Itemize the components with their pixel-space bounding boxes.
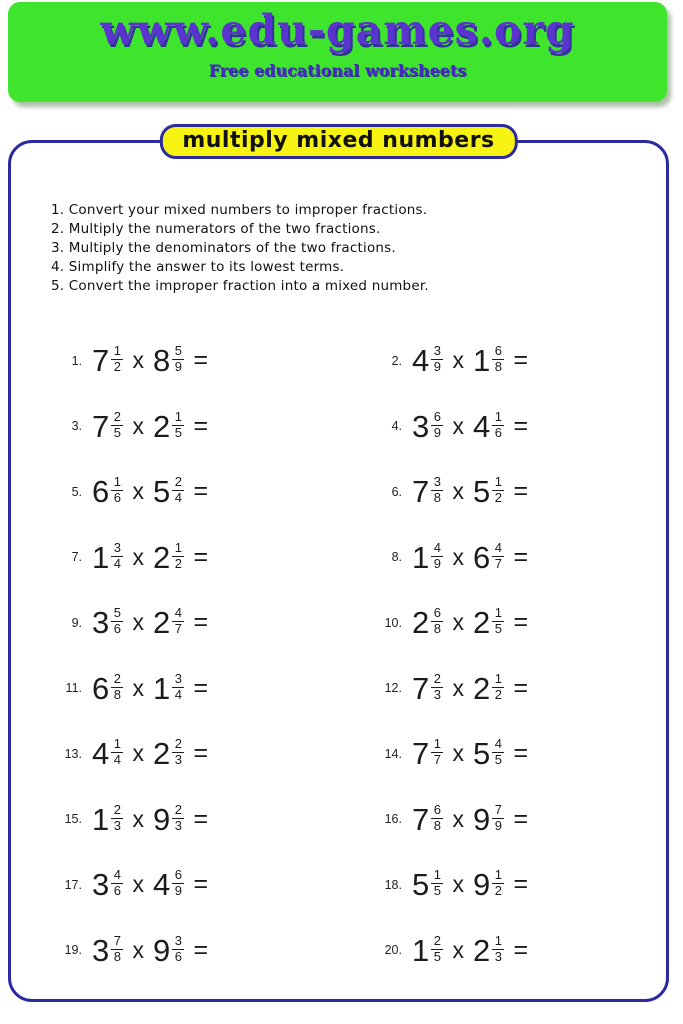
fraction-1-numerator: 4 (111, 868, 123, 884)
problem-item (376, 328, 656, 394)
mixed-number-2-fraction (172, 410, 184, 441)
problem-item (56, 852, 336, 918)
fraction-2-numerator: 2 (172, 475, 184, 491)
fraction-1-numerator: 2 (111, 410, 123, 426)
problem-expression (92, 670, 209, 706)
problem-item (376, 918, 656, 984)
fraction-1-denominator: 9 (433, 359, 441, 375)
mixed-number-1-whole: 2 (412, 605, 430, 641)
fraction-1-numerator: 1 (111, 344, 123, 360)
multiply-operator: x (132, 609, 144, 636)
multiply-operator: x (452, 347, 464, 374)
multiply-operator: x (132, 543, 144, 570)
mixed-number-1-whole: 3 (92, 932, 110, 968)
fraction-1-denominator: 8 (433, 490, 441, 506)
multiply-operator: x (132, 740, 144, 767)
equals-sign: = (193, 411, 209, 440)
fraction-2-numerator: 3 (172, 672, 184, 688)
mixed-number-2-whole: 9 (472, 867, 491, 903)
problem-expression (92, 408, 209, 444)
equals-sign: = (193, 608, 209, 637)
problem-expression (412, 670, 529, 706)
problem-expression (92, 605, 209, 641)
problem-number: 14. (384, 746, 402, 761)
problem-number: 7. (71, 550, 82, 565)
problem-number: 15. (64, 812, 82, 827)
mixed-number-1-fraction (111, 410, 123, 441)
problem-expression (92, 932, 209, 968)
multiply-operator: x (452, 674, 464, 701)
problem-number: 13. (64, 746, 82, 761)
mixed-number-1-whole: 4 (412, 343, 430, 379)
equals-sign: = (193, 477, 209, 506)
equals-sign: = (193, 346, 209, 375)
mixed-number-2-fraction (492, 475, 504, 506)
worksheet-panel (8, 128, 669, 1002)
multiply-operator: x (452, 740, 464, 767)
fraction-2-denominator: 2 (494, 686, 502, 702)
mixed-number-2-fraction (172, 606, 184, 637)
equals-sign: = (513, 935, 529, 964)
fraction-1-numerator: 2 (111, 672, 123, 688)
fraction-1-numerator: 6 (431, 410, 443, 426)
mixed-number-2-whole: 2 (472, 932, 491, 968)
mixed-number-2-whole: 2 (472, 605, 491, 641)
mixed-number-2-fraction (172, 475, 184, 506)
problem-item (376, 525, 656, 591)
mixed-number-2-fraction (172, 672, 184, 703)
multiply-operator: x (452, 412, 464, 439)
multiply-operator: x (132, 805, 144, 832)
problem-item (56, 918, 336, 984)
fraction-1-denominator: 4 (113, 555, 121, 571)
mixed-number-2-fraction (172, 803, 184, 834)
mixed-number-1-fraction (431, 475, 443, 506)
fraction-1-numerator: 6 (431, 803, 443, 819)
fraction-1-numerator: 1 (111, 737, 123, 753)
mixed-number-1-fraction (111, 737, 123, 768)
fraction-1-numerator: 2 (111, 803, 123, 819)
problem-item (56, 721, 336, 787)
problem-expression (92, 867, 209, 903)
mixed-number-2-whole: 4 (152, 867, 171, 903)
equals-sign: = (513, 870, 529, 899)
problem-number: 16. (384, 812, 402, 827)
fraction-1-denominator: 3 (113, 817, 121, 833)
mixed-number-2-whole: 5 (472, 736, 491, 772)
mixed-number-1-fraction (111, 672, 123, 703)
fraction-1-denominator: 8 (113, 948, 121, 964)
site-url-logo[interactable]: www.edu-games.org (100, 6, 575, 54)
fraction-2-denominator: 2 (174, 555, 182, 571)
mixed-number-2-whole: 2 (152, 736, 171, 772)
mixed-number-1-whole: 7 (92, 343, 110, 379)
mixed-number-1-fraction (431, 934, 443, 965)
fraction-2-numerator: 1 (172, 541, 184, 557)
mixed-number-1-fraction (431, 737, 443, 768)
fraction-2-numerator: 1 (492, 934, 504, 950)
problem-number: 1. (71, 353, 82, 368)
fraction-1-denominator: 5 (113, 424, 121, 440)
fraction-1-numerator: 1 (431, 868, 443, 884)
multiply-operator: x (452, 805, 464, 832)
problem-number: 18. (384, 877, 402, 892)
site-tagline: Free educational worksheets (208, 61, 467, 80)
worksheet-title: multiply mixed numbers (159, 124, 517, 159)
problem-expression (92, 539, 209, 575)
fraction-2-denominator: 2 (494, 883, 502, 899)
fraction-2-denominator: 7 (174, 621, 182, 637)
fraction-2-denominator: 9 (494, 817, 502, 833)
mixed-number-2-fraction (172, 737, 184, 768)
multiply-operator: x (452, 543, 464, 570)
mixed-number-1-whole: 3 (92, 867, 110, 903)
fraction-1-denominator: 7 (433, 752, 441, 768)
equals-sign: = (193, 739, 209, 768)
mixed-number-2-whole: 5 (472, 474, 491, 510)
problem-expression (412, 736, 529, 772)
fraction-2-denominator: 3 (174, 817, 182, 833)
mixed-number-1-fraction (111, 934, 123, 965)
fraction-2-denominator: 5 (174, 424, 182, 440)
mixed-number-1-fraction (431, 410, 443, 441)
problem-expression (412, 867, 529, 903)
mixed-number-1-whole: 1 (92, 539, 110, 575)
fraction-2-numerator: 3 (172, 934, 184, 950)
mixed-number-2-whole: 8 (152, 343, 171, 379)
problem-number: 6. (391, 484, 402, 499)
equals-sign: = (513, 608, 529, 637)
multiply-operator: x (132, 871, 144, 898)
mixed-number-1-fraction (111, 868, 123, 899)
problem-item (56, 394, 336, 460)
fraction-2-numerator: 6 (492, 344, 504, 360)
mixed-number-2-fraction (492, 410, 504, 441)
mixed-number-1-whole: 1 (412, 539, 430, 575)
mixed-number-2-fraction (492, 803, 504, 834)
mixed-number-2-whole: 2 (152, 408, 171, 444)
equals-sign: = (193, 935, 209, 964)
problem-item (56, 459, 336, 525)
problem-item (376, 721, 656, 787)
mixed-number-1-whole: 7 (92, 408, 110, 444)
equals-sign: = (513, 346, 529, 375)
mixed-number-2-whole: 2 (152, 539, 171, 575)
mixed-number-2-fraction (492, 737, 504, 768)
mixed-number-1-fraction (431, 868, 443, 899)
fraction-1-denominator: 6 (113, 621, 121, 637)
mixed-number-1-whole: 1 (412, 932, 430, 968)
mixed-number-2-fraction (492, 344, 504, 375)
problem-number: 2. (391, 353, 402, 368)
fraction-2-denominator: 4 (174, 490, 182, 506)
problem-number: 12. (384, 681, 402, 696)
fraction-2-denominator: 5 (494, 752, 502, 768)
problem-item (56, 590, 336, 656)
problem-expression (92, 736, 209, 772)
fraction-2-denominator: 9 (174, 883, 182, 899)
fraction-2-numerator: 4 (492, 737, 504, 753)
mixed-number-2-fraction (492, 541, 504, 572)
problem-expression (92, 343, 209, 379)
problem-expression (412, 801, 529, 837)
problem-number: 9. (71, 615, 82, 630)
instruction-step: 2. Multiply the numerators of the two fractions. (51, 221, 381, 237)
fraction-1-numerator: 3 (431, 475, 443, 491)
mixed-number-2-fraction (492, 606, 504, 637)
fraction-2-numerator: 4 (492, 541, 504, 557)
mixed-number-1-whole: 4 (92, 736, 110, 772)
fraction-1-numerator: 2 (431, 672, 443, 688)
instruction-step: 1. Convert your mixed numbers to improper fractions. (51, 202, 428, 218)
problem-expression (92, 474, 209, 510)
mixed-number-2-whole: 1 (472, 343, 491, 379)
fraction-1-numerator: 3 (111, 541, 123, 557)
fraction-2-numerator: 1 (172, 410, 184, 426)
problem-item (56, 525, 336, 591)
mixed-number-1-fraction (431, 606, 443, 637)
multiply-operator: x (452, 871, 464, 898)
fraction-2-denominator: 6 (494, 424, 502, 440)
multiply-operator: x (132, 478, 144, 505)
multiply-operator: x (452, 478, 464, 505)
fraction-2-numerator: 6 (172, 868, 184, 884)
fraction-1-denominator: 8 (433, 621, 441, 637)
problem-item (56, 328, 336, 394)
mixed-number-2-whole: 9 (152, 932, 171, 968)
mixed-number-1-whole: 7 (412, 474, 430, 510)
problem-number: 19. (64, 943, 82, 958)
equals-sign: = (513, 673, 529, 702)
fraction-2-numerator: 1 (492, 410, 504, 426)
problem-number: 20. (384, 943, 402, 958)
mixed-number-1-whole: 7 (412, 801, 430, 837)
mixed-number-2-fraction (492, 868, 504, 899)
mixed-number-2-whole: 6 (472, 539, 491, 575)
problem-expression (412, 605, 529, 641)
fraction-2-numerator: 1 (492, 606, 504, 622)
instructions-list (51, 201, 666, 296)
mixed-number-1-whole: 3 (412, 408, 430, 444)
problem-number: 4. (391, 419, 402, 434)
multiply-operator: x (132, 412, 144, 439)
fraction-1-denominator: 6 (113, 883, 121, 899)
fraction-2-denominator: 6 (174, 948, 182, 964)
mixed-number-1-whole: 1 (92, 801, 110, 837)
fraction-2-numerator: 1 (492, 475, 504, 491)
instruction-step: 3. Multiply the denominators of the two fractions. (51, 240, 396, 256)
mixed-number-2-fraction (172, 541, 184, 572)
equals-sign: = (513, 804, 529, 833)
fraction-1-denominator: 8 (113, 686, 121, 702)
fraction-2-denominator: 2 (494, 490, 502, 506)
equals-sign: = (513, 542, 529, 571)
equals-sign: = (193, 673, 209, 702)
fraction-2-denominator: 3 (174, 752, 182, 768)
mixed-number-1-fraction (111, 541, 123, 572)
fraction-2-numerator: 1 (492, 672, 504, 688)
site-banner (8, 2, 667, 102)
fraction-1-denominator: 8 (433, 817, 441, 833)
problem-number: 11. (65, 681, 82, 696)
fraction-1-numerator: 1 (431, 737, 443, 753)
mixed-number-2-fraction (172, 868, 184, 899)
mixed-number-2-whole: 5 (152, 474, 171, 510)
problem-expression (412, 343, 529, 379)
fraction-2-denominator: 9 (174, 359, 182, 375)
mixed-number-1-fraction (431, 672, 443, 703)
problem-expression (412, 474, 529, 510)
mixed-number-2-fraction (172, 934, 184, 965)
fraction-1-denominator: 6 (113, 490, 121, 506)
mixed-number-2-whole: 2 (472, 670, 491, 706)
fraction-1-denominator: 9 (433, 555, 441, 571)
mixed-number-2-fraction (492, 934, 504, 965)
fraction-2-numerator: 2 (172, 803, 184, 819)
mixed-number-1-whole: 7 (412, 736, 430, 772)
mixed-number-2-fraction (492, 672, 504, 703)
mixed-number-1-whole: 6 (92, 670, 110, 706)
mixed-number-2-whole: 9 (472, 801, 491, 837)
problem-item (376, 852, 656, 918)
mixed-number-1-fraction (111, 344, 123, 375)
problem-item (376, 394, 656, 460)
problems-grid (11, 328, 666, 983)
problem-item (376, 590, 656, 656)
fraction-1-numerator: 4 (431, 541, 443, 557)
problem-expression (412, 539, 529, 575)
mixed-number-1-whole: 7 (412, 670, 430, 706)
fraction-1-numerator: 3 (431, 344, 443, 360)
equals-sign: = (513, 411, 529, 440)
equals-sign: = (193, 870, 209, 899)
mixed-number-1-fraction (111, 475, 123, 506)
fraction-1-numerator: 6 (431, 606, 443, 622)
equals-sign: = (193, 804, 209, 833)
problem-item (56, 787, 336, 853)
mixed-number-1-fraction (431, 344, 443, 375)
fraction-1-denominator: 3 (433, 686, 441, 702)
mixed-number-2-whole: 9 (152, 801, 171, 837)
problem-item (376, 459, 656, 525)
mixed-number-2-whole: 1 (152, 670, 171, 706)
problem-expression (412, 408, 529, 444)
mixed-number-2-fraction (172, 344, 184, 375)
fraction-1-denominator: 2 (113, 359, 121, 375)
fraction-2-denominator: 3 (494, 948, 502, 964)
instruction-step: 5. Convert the improper fraction into a mixed number. (51, 278, 429, 294)
problem-number: 17. (64, 877, 82, 892)
instruction-step: 4. Simplify the answer to its lowest terms. (51, 259, 345, 275)
fraction-1-numerator: 2 (431, 934, 443, 950)
fraction-1-denominator: 5 (433, 948, 441, 964)
mixed-number-1-whole: 3 (92, 605, 110, 641)
problem-item (376, 787, 656, 853)
problem-item (376, 656, 656, 722)
fraction-2-numerator: 1 (492, 868, 504, 884)
mixed-number-1-whole: 5 (412, 867, 430, 903)
equals-sign: = (193, 542, 209, 571)
fraction-2-denominator: 5 (494, 621, 502, 637)
fraction-2-numerator: 4 (172, 606, 184, 622)
multiply-operator: x (132, 347, 144, 374)
problem-number: 8. (391, 550, 402, 565)
mixed-number-1-fraction (111, 606, 123, 637)
problem-expression (92, 801, 209, 837)
multiply-operator: x (132, 674, 144, 701)
fraction-1-numerator: 7 (111, 934, 123, 950)
problem-item (56, 656, 336, 722)
problem-expression (412, 932, 529, 968)
multiply-operator: x (452, 936, 464, 963)
equals-sign: = (513, 739, 529, 768)
multiply-operator: x (452, 609, 464, 636)
problem-number: 10. (384, 615, 402, 630)
problem-number: 5. (71, 484, 82, 499)
equals-sign: = (513, 477, 529, 506)
multiply-operator: x (132, 936, 144, 963)
fraction-1-denominator: 9 (433, 424, 441, 440)
mixed-number-1-fraction (431, 803, 443, 834)
fraction-2-denominator: 4 (174, 686, 182, 702)
fraction-1-denominator: 4 (113, 752, 121, 768)
fraction-1-numerator: 5 (111, 606, 123, 622)
fraction-2-denominator: 8 (494, 359, 502, 375)
fraction-2-numerator: 5 (172, 344, 184, 360)
mixed-number-2-whole: 2 (152, 605, 171, 641)
mixed-number-1-fraction (431, 541, 443, 572)
mixed-number-1-fraction (111, 803, 123, 834)
problem-number: 3. (71, 419, 82, 434)
fraction-2-denominator: 7 (494, 555, 502, 571)
fraction-1-numerator: 1 (111, 475, 123, 491)
mixed-number-2-whole: 4 (472, 408, 491, 444)
mixed-number-1-whole: 6 (92, 474, 110, 510)
fraction-1-denominator: 5 (433, 883, 441, 899)
fraction-2-numerator: 2 (172, 737, 184, 753)
fraction-2-numerator: 7 (492, 803, 504, 819)
